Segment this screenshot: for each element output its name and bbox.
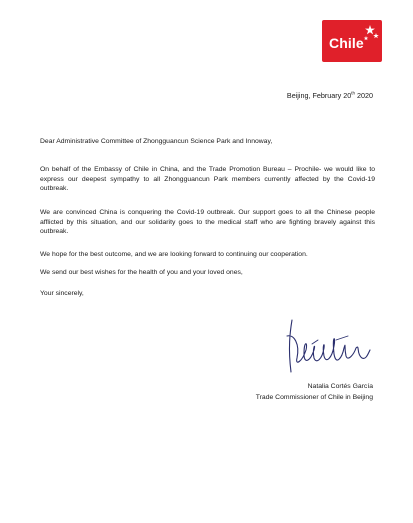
letter-date [287,91,373,100]
handwritten-signature [282,314,374,378]
salutation: Dear Administrative Committee of Zhongguancun Science Park and Innoway, [40,138,273,145]
signatory-name: Natalia Cortés García [307,383,373,390]
logo-text: Chile [329,35,364,51]
signatory-title: Trade Commissioner of Chile in Beijing [255,394,373,401]
paragraph-hope: We hope for the best outcome, and we are looking forward to continuing our cooperation. [40,251,308,258]
closing: Your sincerely, [40,290,84,297]
date-prefix: Beijing, February 20 [286,91,352,100]
chile-logo [322,20,382,62]
paragraph-support: We are convinced China is conquering the Covid-19 outbreak. Our support goes to all the Chinese people afflicted by this situation, and our solidarity goes to the medical staff who are fighting bravely against this outbreak. [40,209,375,236]
date-year: 2020 [355,91,373,100]
paragraph-sympathy: On behalf of the Embassy of Chile in China, and the Trade Promotion Bureau – Prochile- we would like to express our deepest sympathy to all Zhongguancun Park members currently affected by the Covid-19 outbreak. [40,166,375,193]
date-suffix: th [351,90,355,96]
paragraph-wishes: We send our best wishes for the health of you and your loved ones, [40,269,243,276]
